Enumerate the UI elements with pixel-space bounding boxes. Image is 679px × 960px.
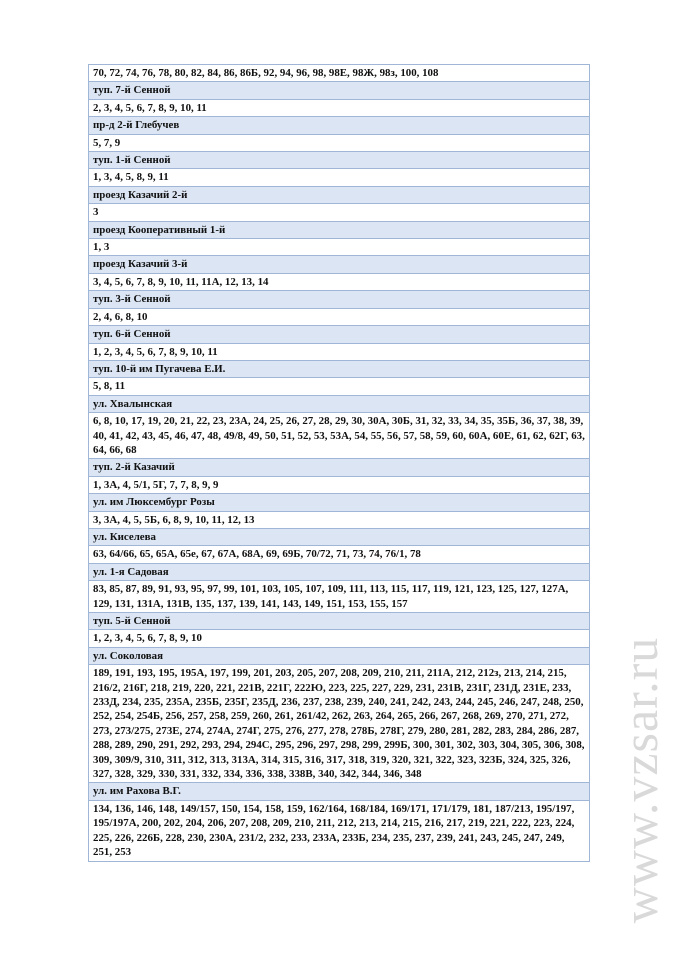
street-name-cell: туп. 5-й Сенной: [89, 613, 590, 630]
house-numbers-cell: 189, 191, 193, 195, 195А, 197, 199, 201, 203, 205, 207, 208, 209, 210, 211, 211А, 212, 212з, 213, 214, 215, 216/2, 216Г, 218, 219, 220, 221, 221В, 221Г, 222Ю, 223, 225, 227, 229, 231, 231В, 231Г, 231Д, 231Е, 233, 233Д, 234, 235, 235А, 235Б, 235Г, 235Д, 236, 237, 238, 239, 240, 241, 242, 243, 244, 245, 246, 247, 248, 250, 252, 254, 254Б, 256, 257, 258, 259, 260, 261, 261/42, 262, 263, 264, 265, 266, 267, 268, 269, 270, 271, 272, 273, 273/275, 273Е, 274, 274А, 274Г, 275, 276, 277, 278, 278Б, 278Г, 279, 280, 281, 282, 283, 284, 286, 287, 288, 289, 290, 291, 292, 293, 294, 294С, 295, 296, 297, 298, 299, 299Б, 300, 301, 302, 303, 304, 305, 306, 308, 309, 309/9, 310, 311, 312, 313, 313А, 314, 315, 316, 317, 318, 319, 320, 321, 322, 323, 323Б, 324, 325, 326, 327, 328, 329, 330, 331, 332, 334, 336, 338, 338В, 340, 342, 344, 346, 348: [89, 665, 590, 783]
street-name-row: [89, 291, 590, 308]
street-name-cell: проезд Казачий 3-й: [89, 256, 590, 273]
street-name-cell: проезд Кооперативный 1-й: [89, 221, 590, 238]
house-numbers-row: [89, 511, 590, 528]
street-name-row: [89, 256, 590, 273]
street-name-cell: проезд Казачий 2-й: [89, 186, 590, 203]
house-numbers-cell: 3, 3А, 4, 5, 5Б, 6, 8, 9, 10, 11, 12, 13: [89, 511, 590, 528]
street-name-row: [89, 117, 590, 134]
street-name-row: [89, 360, 590, 377]
house-numbers-row: [89, 169, 590, 186]
house-numbers-row: [89, 134, 590, 151]
street-name-cell: ул. Соколовая: [89, 647, 590, 664]
house-numbers-row: [89, 239, 590, 256]
street-name-row: [89, 152, 590, 169]
street-name-row: [89, 647, 590, 664]
house-numbers-cell: 63, 64/66, 65, 65А, 65е, 67, 67А, 68А, 69, 69Б, 70/72, 71, 73, 74, 76/1, 78: [89, 546, 590, 563]
house-numbers-cell: 5, 7, 9: [89, 134, 590, 151]
house-numbers-row: [89, 476, 590, 493]
house-numbers-row: [89, 204, 590, 221]
street-name-cell: туп. 7-й Сенной: [89, 82, 590, 99]
house-numbers-row: [89, 378, 590, 395]
house-numbers-cell: 3: [89, 204, 590, 221]
street-name-row: [89, 783, 590, 800]
street-name-cell: ул. им Рахова В.Г.: [89, 783, 590, 800]
street-name-cell: туп. 6-й Сенной: [89, 326, 590, 343]
house-numbers-cell: 1, 3, 4, 5, 8, 9, 11: [89, 169, 590, 186]
house-numbers-row: [89, 308, 590, 325]
house-numbers-row: [89, 581, 590, 613]
street-name-cell: туп. 1-й Сенной: [89, 152, 590, 169]
house-numbers-row: [89, 630, 590, 647]
address-table: [88, 64, 590, 862]
street-name-row: [89, 82, 590, 99]
house-numbers-cell: 1, 2, 3, 4, 5, 6, 7, 8, 9, 10, 11: [89, 343, 590, 360]
street-name-cell: туп. 2-й Казачий: [89, 459, 590, 476]
street-name-cell: ул. 1-я Садовая: [89, 563, 590, 580]
house-numbers-cell: 70, 72, 74, 76, 78, 80, 82, 84, 86, 86Б, 92, 94, 96, 98, 98Е, 98Ж, 98з, 100, 108: [89, 65, 590, 82]
house-numbers-cell: 6, 8, 10, 17, 19, 20, 21, 22, 23, 23А, 24, 25, 26, 27, 28, 29, 30, 30А, 30Б, 31, 32, 33, 34, 35, 35Б, 36, 37, 38, 39, 40, 41, 42, 43, 45, 46, 47, 48, 49/8, 49, 50, 51, 52, 53, 53А, 54, 55, 56, 57, 58, 59, 60, 60А, 60Е, 61, 62, 62Г, 63, 64, 66, 68: [89, 413, 590, 459]
street-name-row: [89, 528, 590, 545]
house-numbers-cell: 5, 8, 11: [89, 378, 590, 395]
street-name-row: [89, 459, 590, 476]
street-name-cell: туп. 10-й им Пугачева Е.И.: [89, 360, 590, 377]
street-name-row: [89, 563, 590, 580]
house-numbers-cell: 2, 4, 6, 8, 10: [89, 308, 590, 325]
street-name-row: [89, 613, 590, 630]
watermark: [610, 612, 670, 948]
street-name-cell: пр-д 2-й Глебучев: [89, 117, 590, 134]
house-numbers-row: [89, 800, 590, 861]
house-numbers-row: [89, 343, 590, 360]
street-name-row: [89, 221, 590, 238]
house-numbers-row: [89, 273, 590, 290]
house-numbers-cell: 83, 85, 87, 89, 91, 93, 95, 97, 99, 101, 103, 105, 107, 109, 111, 113, 115, 117, 119, 121, 123, 125, 127, 127А, 129, 131, 131А, 131В, 135, 137, 139, 141, 143, 149, 151, 153, 155, 157: [89, 581, 590, 613]
house-numbers-row: [89, 546, 590, 563]
house-numbers-cell: 1, 3А, 4, 5/1, 5Г, 7, 7, 8, 9, 9: [89, 476, 590, 493]
street-name-row: [89, 395, 590, 412]
street-name-cell: ул. им Люксембург Розы: [89, 494, 590, 511]
house-numbers-cell: 2, 3, 4, 5, 6, 7, 8, 9, 10, 11: [89, 99, 590, 116]
house-numbers-cell: 1, 2, 3, 4, 5, 6, 7, 8, 9, 10: [89, 630, 590, 647]
watermark-text: www.vzsar.ru: [612, 636, 668, 924]
house-numbers-cell: 1, 3: [89, 239, 590, 256]
street-name-row: [89, 326, 590, 343]
house-numbers-row: [89, 665, 590, 783]
street-name-row: [89, 494, 590, 511]
house-numbers-row: [89, 65, 590, 82]
house-numbers-row: [89, 413, 590, 459]
street-name-cell: ул. Киселева: [89, 528, 590, 545]
house-numbers-cell: 134, 136, 146, 148, 149/157, 150, 154, 158, 159, 162/164, 168/184, 169/171, 171/179, 181, 187/213, 195/197, 195/197А, 200, 202, 204, 206, 207, 208, 209, 210, 211, 212, 213, 214, 215, 216, 217, 219, 221, 222, 223, 224, 225, 226, 226Б, 228, 230, 230А, 231/2, 232, 233, 233А, 233Б, 234, 235, 237, 239, 241, 243, 245, 247, 249, 251, 253: [89, 800, 590, 861]
street-name-cell: ул. Хвалынская: [89, 395, 590, 412]
street-name-row: [89, 186, 590, 203]
house-numbers-cell: 3, 4, 5, 6, 7, 8, 9, 10, 11, 11А, 12, 13, 14: [89, 273, 590, 290]
street-name-cell: туп. 3-й Сенной: [89, 291, 590, 308]
house-numbers-row: [89, 99, 590, 116]
